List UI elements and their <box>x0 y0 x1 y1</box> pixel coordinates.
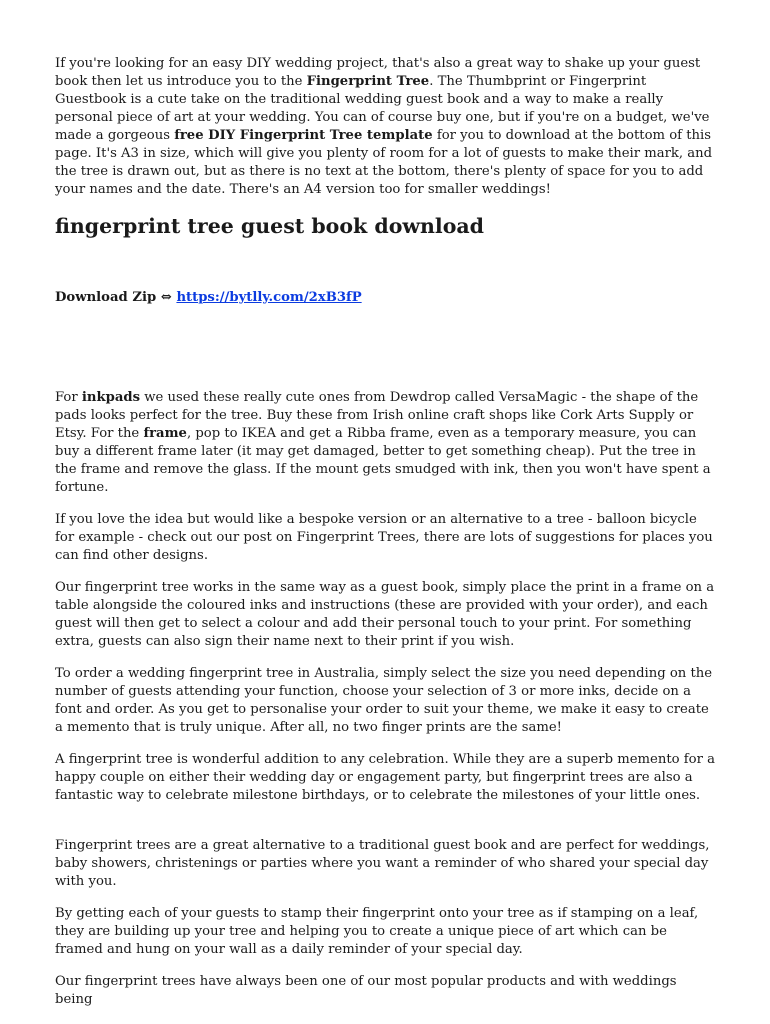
intro-text-1: If you're looking for an easy DIY wedding project, that's also a great way to shake up your guest book then let us introduce you to the <box>55 56 701 89</box>
paragraph-how-it-works: Our fingerprint tree works in the same way as a guest book, simply place the print in a frame on a table alongside the coloured inks and instructions (these are provided with your order), and each guest will then get to select a colour and add their personal touch to your print. For something extra, guests can also sign their name next to their print if you wish. <box>55 580 715 649</box>
intro-text-2: . The Thumbprint or Fingerprint Guestbook is a cute take on the traditional wedding guest book and a way to make a really personal piece of art at your wedding. You can of course buy one, but if you're on a budget, we've made a gorgeous <box>55 74 710 143</box>
inks-text-3: , pop to IKEA and get a Ribba frame, even as a temporary measure, you can buy a different frame later (it may get damaged, better to get something cheap). Put the tree in the frame and remove the glass. If the mount gets smudged with ink, then you won't have spent a fortune. <box>55 426 711 495</box>
document-page <box>55 55 717 1023</box>
section-heading: fingerprint tree guest book download <box>55 214 484 238</box>
download-label: Download Zip ⇔ <box>55 290 177 305</box>
inks-text-1: For <box>55 390 82 405</box>
intro-bold-template: free DIY Fingerprint Tree template <box>174 128 433 143</box>
inks-bold-inkpads: inkpads <box>81 390 141 405</box>
intro-text-3: for you to download at the bottom of this page. It's A3 in size, which will give you plenty of room for a lot of guests to make their mark, and the tree is drawn out, but as there is no text at the bottom, there's plenty of space for you to add your names and the date. There's an A4 version too for smaller weddings! <box>55 128 713 197</box>
paragraph-stamp: By getting each of your guests to stamp their fingerprint onto your tree as if stamping on a leaf, they are building up your tree and helping you to create a unique piece of art which can be framed and hung on your wall as a daily reminder of your special day. <box>55 906 699 957</box>
inks-bold-frame: frame <box>143 426 187 441</box>
paragraph-celebration: A fingerprint tree is wonderful addition to any celebration. While they are a superb memento for a happy couple on either their wedding day or engagement party, but fingerprint trees are also a fantastic way to celebrate milestone birthdays, or to celebrate the milestones of your little ones. <box>55 752 715 803</box>
intro-bold-fingerprint-tree: Fingerprint Tree <box>306 74 430 89</box>
inks-text-2: we used these really cute ones from Dewdrop called VersaMagic - the shape of the pads looks perfect for the tree. Buy these from Irish online craft shops like Cork Arts Supply or Etsy. For the <box>55 390 699 441</box>
intro-paragraph <box>55 55 717 199</box>
download-link[interactable]: https://bytlly.com/2xB3fP <box>176 290 362 305</box>
paragraph-bespoke: If you love the idea but would like a bespoke version or an alternative to a tree - balloon bicycle for example - check out our post on Fingerprint Trees, there are lots of suggestions for places you can find other designs. <box>55 512 713 563</box>
paragraph-alternative: Fingerprint trees are a great alternative to a traditional guest book and are perfect for weddings, baby showers, christenings or parties where you want a reminder of who shared your special day with you. <box>55 838 710 889</box>
download-line <box>55 289 717 307</box>
paragraph-popular: Our fingerprint trees have always been one of our most popular products and with weddings being <box>55 974 677 1007</box>
inks-paragraph <box>55 389 717 497</box>
paragraph-order-australia: To order a wedding fingerprint tree in Australia, simply select the size you need depending on the number of guests attending your function, choose your selection of 3 or more inks, decide on a font and order. As you get to personalise your order to suit your theme, we make it easy to create a memento that is truly unique. After all, no two finger prints are the same! <box>55 666 713 735</box>
